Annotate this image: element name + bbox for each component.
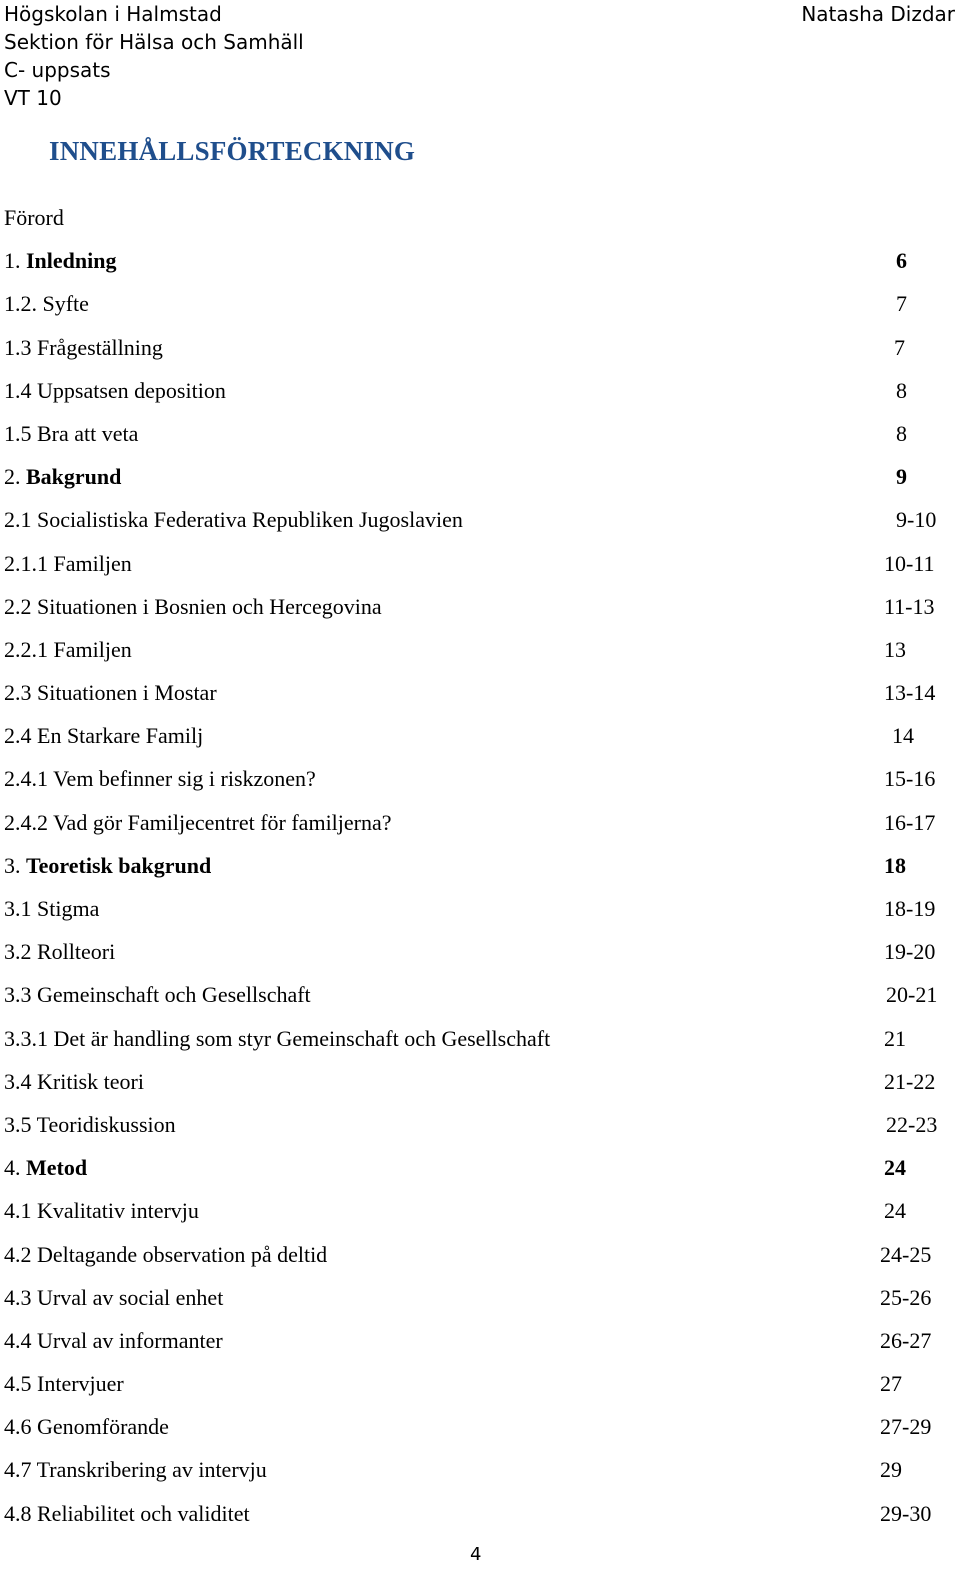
- toc-entry-number: 4.: [4, 1155, 26, 1181]
- toc-entry-text: Familjen: [53, 636, 132, 662]
- toc-entry-page: 9-10: [896, 507, 937, 533]
- toc-entry: [0, 1410, 960, 1453]
- toc-entry-label: [4, 1497, 250, 1531]
- toc-entry-label: [4, 331, 163, 365]
- header-left: [4, 0, 304, 112]
- toc-entry-page: 21: [884, 1025, 906, 1051]
- toc-entry-text: Situationen i Mostar: [37, 680, 217, 706]
- toc-entry-page: 8: [896, 377, 907, 403]
- toc-entry-number: 4.5: [4, 1371, 37, 1397]
- toc-entry-number: 2.1.1: [4, 550, 54, 576]
- toc-entry-text: Teoridiskussion: [36, 1111, 176, 1137]
- toc-entry-number: 3.5: [4, 1111, 37, 1137]
- toc-entry-label: [4, 201, 64, 235]
- toc-entry-page: 18-19: [884, 896, 936, 921]
- toc-entry-text: Syfte: [42, 291, 89, 317]
- toc-entry-page: 8: [896, 420, 907, 446]
- toc-entry: [0, 935, 960, 978]
- toc-entry-text: Frågeställning: [37, 334, 163, 360]
- toc-entry-text: Det är handling som styr Gemeinschaft och Gesellschaft: [53, 1025, 551, 1051]
- toc-entry-page: 15-16: [884, 766, 936, 792]
- toc-entry: [0, 417, 960, 460]
- toc-entry-label: [4, 287, 89, 321]
- toc-entry: [0, 978, 960, 1021]
- toc-entry-number: 2.4: [4, 723, 37, 749]
- toc-entry: [0, 1497, 960, 1540]
- toc-entry-number: 4.8: [4, 1500, 37, 1526]
- toc-entry-page: 25-26: [880, 1284, 932, 1310]
- toc-entry-number: 2.: [4, 464, 26, 490]
- toc-entry-number: 3.3: [4, 982, 37, 1008]
- toc-entry-number: 3.: [4, 852, 26, 878]
- toc-entry-text: Urval av social enhet: [37, 1284, 224, 1310]
- toc-entry-label: [4, 503, 463, 537]
- header-author: Natasha Dizdar: [801, 2, 955, 26]
- toc-entry-page: 10-11: [884, 550, 935, 576]
- toc-entry-number: 1.4: [4, 377, 37, 403]
- toc-entry: [0, 719, 960, 762]
- toc-entry-label: [4, 806, 392, 840]
- toc-entry-page: 14: [892, 723, 914, 749]
- toc-entry-number: 2.2: [4, 593, 37, 619]
- toc-entry-number: 2.1: [4, 507, 37, 533]
- toc-entry-label: [4, 460, 121, 494]
- toc-entry-label: [4, 590, 382, 624]
- toc-entry-page: 27: [880, 1371, 902, 1397]
- toc-entry-number: 4.3: [4, 1284, 37, 1310]
- toc-entry-page: 13: [884, 636, 906, 662]
- toc-entry-label: [4, 1194, 199, 1228]
- toc-entry-page: 11-13: [884, 593, 935, 619]
- toc-entry: [0, 1238, 960, 1281]
- toc-entry-text: Intervjuer: [37, 1371, 124, 1397]
- toc-entry: [0, 1022, 960, 1065]
- toc-entry-text: En Starkare Familj: [37, 723, 204, 749]
- toc-entry-number: 3.2: [4, 939, 37, 965]
- toc-entry-label: [4, 1410, 169, 1444]
- toc-entry-text: Metod: [26, 1155, 88, 1181]
- toc-entry-text: Stigma: [37, 896, 100, 921]
- toc-entry: [0, 806, 960, 849]
- toc-title: INNEHÅLLSFÖRTECKNING: [49, 136, 416, 166]
- toc-entry-text: Transkribering av intervju: [36, 1457, 267, 1483]
- toc-entry-label: [4, 1453, 267, 1487]
- toc-entry-text: Kritisk teori: [37, 1068, 144, 1094]
- toc-entry-number: 1.3: [4, 334, 37, 360]
- toc-entry: [0, 633, 960, 676]
- toc-entry: [0, 287, 960, 330]
- toc-entry-page: 21-22: [884, 1068, 936, 1094]
- toc-entry: [0, 331, 960, 374]
- header-section: Sektion för Hälsa och Samhäll: [4, 30, 304, 54]
- toc-entry-text: Socialistiska Federativa Republiken Jugoslavien: [37, 507, 463, 533]
- toc-entry-number: 1.: [4, 248, 26, 274]
- toc-entry-label: [4, 676, 217, 710]
- toc-entry-label: [4, 1281, 223, 1315]
- toc-entry-label: [4, 849, 211, 883]
- toc-entry-label: [4, 1022, 550, 1056]
- toc-entry: [0, 374, 960, 417]
- toc-entry: [0, 762, 960, 805]
- toc-entry: [0, 1151, 960, 1194]
- toc-entry-label: [4, 244, 117, 278]
- toc-entry-text: Vem befinner sig i riskzonen?: [53, 766, 316, 792]
- toc-entry-text: Kvalitativ intervju: [37, 1198, 199, 1224]
- toc-entry: [0, 547, 960, 590]
- toc-entry-page: 18: [884, 852, 906, 878]
- toc-entry-label: [4, 762, 316, 796]
- toc-entry: [0, 1194, 960, 1237]
- toc-entry-text: Rollteori: [37, 939, 116, 965]
- toc-entry-page: 7: [896, 291, 907, 317]
- toc-entry-number: 4.4: [4, 1327, 37, 1353]
- toc-entry-label: [4, 1151, 87, 1185]
- toc-entry-number: 3.1: [4, 896, 37, 921]
- toc-entry-number: 4.7: [4, 1457, 37, 1483]
- toc-entry-text: Urval av informanter: [37, 1327, 223, 1353]
- toc-entry-page: 24-25: [880, 1241, 932, 1267]
- toc-entry-page: 24: [884, 1155, 906, 1181]
- toc-entry-page: 6: [896, 248, 907, 274]
- toc-entry-label: [4, 1108, 176, 1142]
- toc-entry-page: 13-14: [884, 680, 936, 706]
- toc-entry-number: 2.4.2: [4, 809, 54, 835]
- toc-entry-text: Reliabilitet och validitet: [37, 1500, 250, 1526]
- table-of-contents: [0, 201, 960, 1540]
- toc-entry: [0, 590, 960, 633]
- toc-entry-text: Deltagande observation på deltid: [37, 1241, 328, 1267]
- toc-entry: [0, 892, 960, 935]
- toc-entry-text: Förord: [4, 205, 64, 230]
- toc-entry-label: [4, 719, 203, 753]
- toc-entry-text: Vad gör Familjecentret för familjerna?: [53, 809, 392, 835]
- toc-entry-page: 22-23: [886, 1111, 938, 1137]
- toc-entry-label: [4, 935, 115, 969]
- toc-entry-label: [4, 633, 132, 667]
- toc-entry: [0, 1367, 960, 1410]
- toc-entry: [0, 849, 960, 892]
- toc-entry-text: Genomförande: [37, 1414, 169, 1440]
- toc-entry-text: Situationen i Bosnien och Hercegovina: [37, 593, 382, 619]
- toc-entry-number: 4.6: [4, 1414, 37, 1440]
- toc-entry: [0, 1281, 960, 1324]
- toc-entry: [0, 1108, 960, 1151]
- toc-entry-label: [4, 374, 226, 408]
- toc-entry-label: [4, 547, 132, 581]
- toc-entry-label: [4, 1065, 144, 1099]
- toc-entry-page: 29: [880, 1457, 902, 1483]
- toc-entry-number: 1.5: [4, 420, 37, 446]
- header-institution: Högskolan i Halmstad: [4, 2, 222, 26]
- toc-entry: [0, 1324, 960, 1367]
- toc-entry-number: 3.4: [4, 1068, 37, 1094]
- toc-entry-number: 1.2.: [4, 291, 43, 317]
- toc-entry-text: Uppsatsen deposition: [37, 377, 226, 403]
- toc-entry: [0, 503, 960, 546]
- toc-entry-label: [4, 892, 99, 926]
- toc-entry-page: 26-27: [880, 1327, 932, 1353]
- toc-entry-label: [4, 1238, 327, 1272]
- toc-entry-label: [4, 1367, 124, 1401]
- header-document-type: C- uppsats: [4, 58, 111, 82]
- toc-entry: [0, 676, 960, 719]
- toc-entry-number: 2.3: [4, 680, 37, 706]
- toc-entry-number: 4.1: [4, 1198, 37, 1224]
- page-number: 4: [470, 1544, 482, 1565]
- toc-entry: [0, 1453, 960, 1496]
- toc-entry-page: 9: [896, 464, 907, 490]
- toc-entry-page: 20-21: [886, 982, 938, 1008]
- toc-entry-number: 3.3.1: [4, 1025, 54, 1051]
- toc-entry: [0, 244, 960, 287]
- toc-entry: [0, 1065, 960, 1108]
- toc-entry-page: 7: [894, 334, 905, 360]
- toc-entry-number: 2.4.1: [4, 766, 54, 792]
- toc-entry-page: 27-29: [880, 1414, 932, 1440]
- toc-entry-page: 16-17: [884, 809, 936, 835]
- toc-entry-text: Inledning: [26, 248, 117, 274]
- toc-entry: [0, 201, 960, 244]
- toc-entry-number: 2.2.1: [4, 636, 54, 662]
- toc-entry-label: [4, 978, 311, 1012]
- toc-entry-label: [4, 1324, 223, 1358]
- toc-entry-label: [4, 417, 138, 451]
- toc-entry-page: 24: [884, 1198, 906, 1224]
- toc-entry-text: Bra att veta: [37, 420, 139, 446]
- toc-entry-text: Gemeinschaft och Gesellschaft: [37, 982, 311, 1008]
- toc-entry-number: 4.2: [4, 1241, 37, 1267]
- toc-entry-page: 29-30: [880, 1500, 932, 1526]
- header-term: VT 10: [4, 86, 62, 110]
- toc-entry-text: Teoretisk bakgrund: [26, 852, 212, 878]
- toc-entry-page: 19-20: [884, 939, 936, 965]
- toc-entry-text: Bakgrund: [26, 464, 122, 490]
- toc-entry-text: Familjen: [53, 550, 132, 576]
- toc-entry: [0, 460, 960, 503]
